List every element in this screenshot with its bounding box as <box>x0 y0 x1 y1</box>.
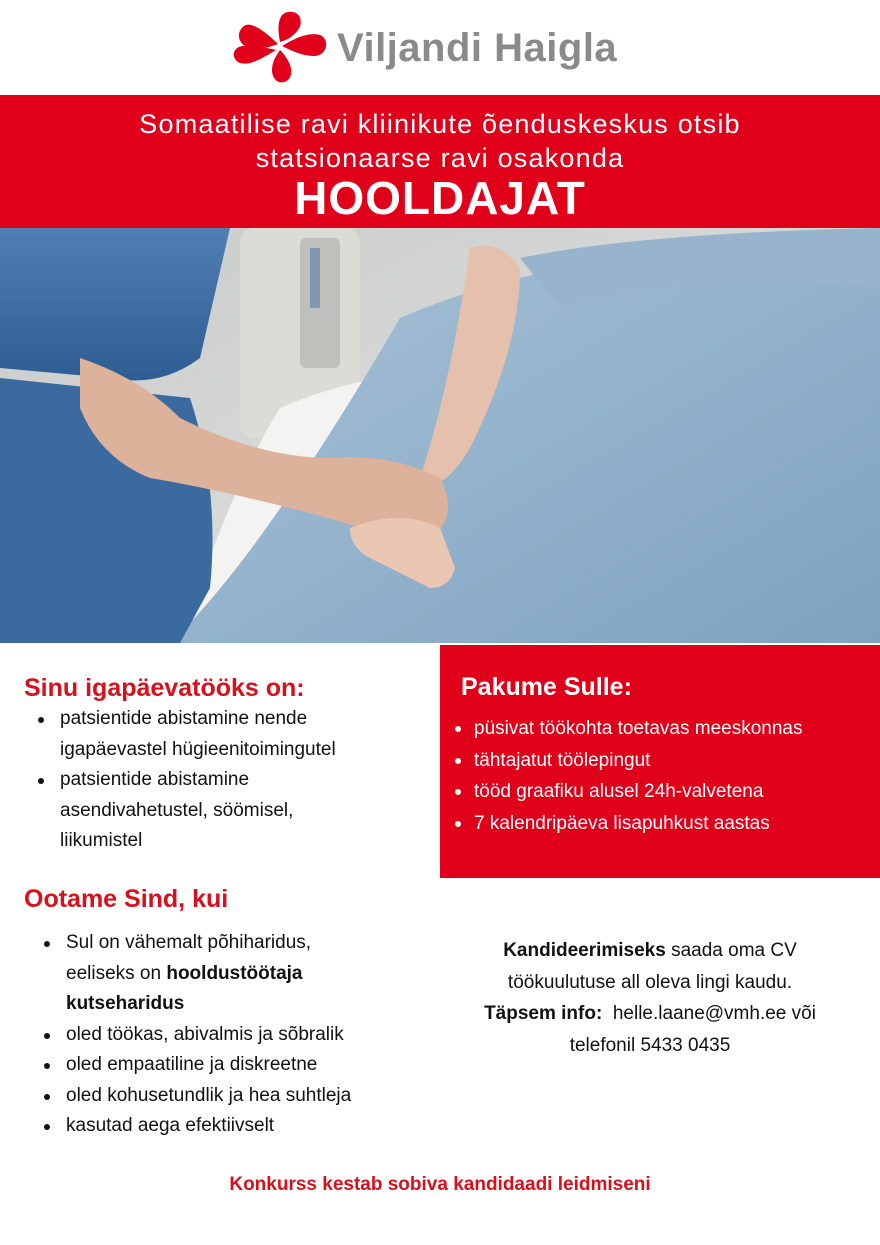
list-item: kasutad aega efektiivselt <box>32 1111 432 1142</box>
footer-note: Konkurss kestab sobiva kandidaadi leidmiseni <box>229 1174 651 1195</box>
list-item: patsientide abistamine nende igapäevastel hügieenitoimingutel <box>26 704 416 765</box>
header-logo <box>0 0 880 95</box>
contact-email[interactable]: helle.laane@vmh.ee või <box>602 1003 816 1024</box>
job-title: HOOLDAJAT <box>294 172 586 224</box>
logo-text: Viljandi Haigla <box>337 26 618 70</box>
title-banner <box>0 95 880 228</box>
flower-logo-icon <box>230 10 330 86</box>
list-item: tööd graafiku alusel 24h-valvetena <box>450 776 802 808</box>
list-item: Sul on vähemalt põhiharidus, eeliseks on hooldustöötaja kutseharidus <box>32 928 432 1020</box>
requirements-heading: Ootame Sind, kui <box>24 885 229 913</box>
caregiver-holding-patient-hand-image <box>0 228 880 643</box>
list-item: püsivat töökohta toetavas meeskonnas <box>450 713 802 745</box>
duties-list <box>26 704 416 857</box>
offer-heading: Pakume Sulle: <box>461 673 632 701</box>
requirements-list <box>32 928 432 1142</box>
offer-box <box>440 645 880 878</box>
list-item: oled kohusetundlik ja hea suhtleja <box>32 1081 432 1112</box>
application-info: Kandideerimiseks saada oma CV töökuulutuse all oleva lingi kaudu. Täpsem info: helle.laane@vmh.ee või telefonil 5433 0435 <box>440 935 860 1061</box>
list-item: 7 kalendripäeva lisapuhkust aastas <box>450 808 802 840</box>
hero-photo <box>0 228 880 643</box>
list-item: oled töökas, abivalmis ja sõbralik <box>32 1020 432 1051</box>
list-item: oled empaatiline ja diskreetne <box>32 1050 432 1081</box>
list-item: tähtajatut töölepingut <box>450 745 802 777</box>
duties-heading: Sinu igapäevatööks on: <box>24 674 305 702</box>
offer-list <box>450 713 802 839</box>
contact-phone[interactable]: telefonil 5433 0435 <box>569 1034 731 1056</box>
banner-subtitle-line1: Somaatilise ravi kliinikute õenduskeskus otsib <box>139 109 741 139</box>
list-item: patsientide abistamine asendivahetustel, söömisel, liikumistel <box>26 765 416 857</box>
banner-subtitle-line2: statsionaarse ravi osakonda <box>255 143 625 173</box>
